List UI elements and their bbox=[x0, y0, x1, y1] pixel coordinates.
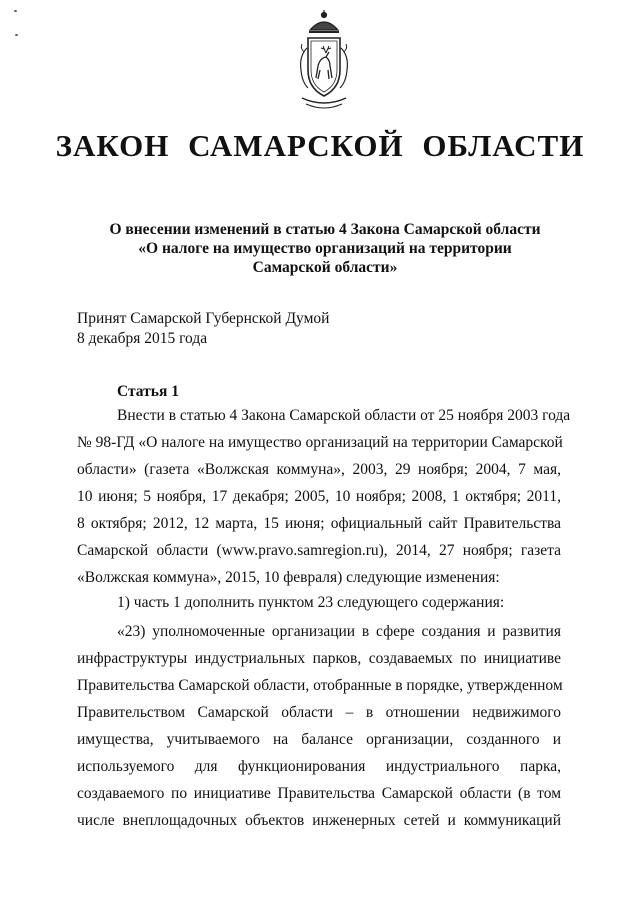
law-title: ЗАКОН САМАРСКОЙ ОБЛАСТИ bbox=[55, 128, 585, 163]
scan-speck bbox=[14, 10, 17, 12]
paragraph-line: 1) часть 1 дополнить пунктом 23 следующего содержания: bbox=[117, 594, 505, 611]
paragraph-line: инфраструктуры индустриальных парков, создаваемых по инициативе bbox=[77, 650, 561, 667]
article-paragraph-3 bbox=[77, 618, 561, 834]
adoption-date: 8 декабря 2015 года bbox=[77, 330, 208, 347]
article-paragraph-2 bbox=[77, 589, 561, 616]
paragraph-line: используемого для функционирования индустриального парка, bbox=[77, 758, 561, 775]
paragraph-line: числе внеплощадочных объектов инженерных сетей и коммуникаций bbox=[77, 812, 561, 829]
scan-speck bbox=[15, 34, 18, 36]
paragraph-line: 10 июня; 5 ноября, 17 декабря; 2005, 10 ноября; 2008, 1 октября; 2011, bbox=[77, 488, 561, 505]
paragraph-line: имущества, учитываемого на балансе организации, созданного и bbox=[77, 731, 561, 748]
paragraph-line: Правительством Самарской области – в отношении недвижимого bbox=[77, 704, 561, 721]
adoption-line: Принят Самарской Губернской Думой bbox=[77, 310, 330, 327]
law-subtitle bbox=[95, 220, 555, 277]
paragraph-line: № 98-ГД «О налоге на имущество организаций на территории Самарской bbox=[77, 434, 563, 451]
paragraph-line: «Волжская коммуна», 2015, 10 февраля) следующие изменения: bbox=[77, 569, 500, 586]
paragraph-line: создаваемого по инициативе Правительства Самарской области (в том bbox=[77, 785, 561, 802]
samara-coat-of-arms-icon bbox=[296, 8, 352, 118]
paragraph-line: Самарской области (www.pravo.samregion.ru), 2014, 27 ноября; газета bbox=[77, 542, 561, 559]
paragraph-line: области» (газета «Волжская коммуна», 2003, 29 ноября; 2004, 7 мая, bbox=[77, 461, 561, 478]
paragraph-line: Внести в статью 4 Закона Самарской области от 25 ноября 2003 года bbox=[117, 407, 571, 424]
subtitle-line: «О налоге на имущество организаций на территории bbox=[138, 240, 512, 257]
article-heading: Статья 1 bbox=[117, 383, 179, 400]
paragraph-line: «23) уполномоченные организации в сфере создания и развития bbox=[117, 623, 561, 640]
subtitle-line: О внесении изменений в статью 4 Закона Самарской области bbox=[109, 221, 541, 238]
paragraph-line: 8 октября; 2012, 12 марта, 15 июня; официальный сайт Правительства bbox=[77, 515, 561, 532]
article-paragraph-1 bbox=[77, 402, 571, 591]
adoption-info bbox=[77, 309, 329, 349]
subtitle-line: Самарской области» bbox=[252, 259, 398, 276]
paragraph-line: Правительства Самарской области, отобранные в порядке, утвержденном bbox=[77, 677, 563, 694]
